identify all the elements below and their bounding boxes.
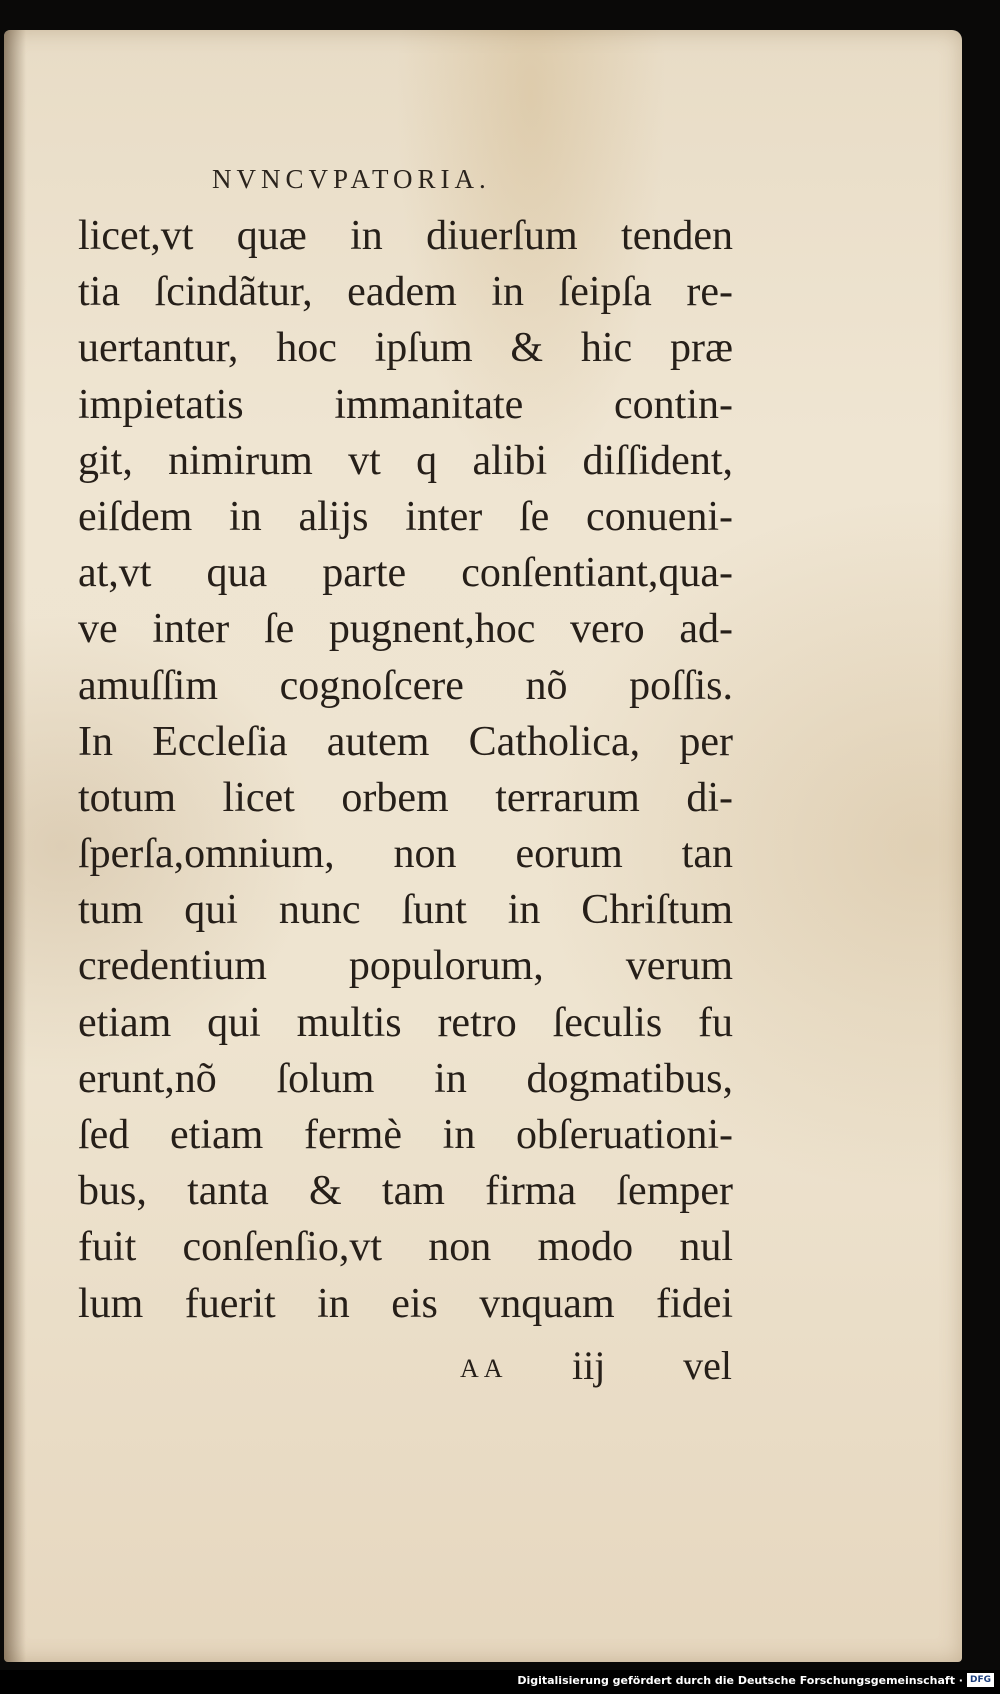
text-line: fuit conſenſio,vt non modo nul bbox=[78, 1224, 733, 1271]
signature-number: iij bbox=[572, 1343, 606, 1388]
text-line: bus, tanta & tam firma ſemper bbox=[78, 1168, 733, 1215]
text-line: licet,vt quæ in diuerſum tenden bbox=[78, 213, 733, 259]
text-line: In Eccleſia autem Catholica, per bbox=[78, 718, 733, 765]
signature-mark: AA bbox=[460, 1354, 508, 1383]
text-line: ſperſa,omnium, non eorum tan bbox=[78, 831, 733, 878]
text-line: etiam qui multis retro ſeculis fu bbox=[78, 999, 733, 1046]
credit-text: Digitalisierung gefördert durch die Deutsche Forschungsgemeinschaft · bbox=[517, 1673, 963, 1687]
text-line: amuſſim cognoſcere nõ poſſis. bbox=[78, 662, 733, 709]
text-line: lum fuerit in eis vnquam fidei bbox=[78, 1280, 733, 1327]
text-line: eiſdem in alijs inter ſe conueni- bbox=[78, 493, 733, 540]
text-line: tum qui nunc ſunt in Chriſtum bbox=[78, 887, 733, 934]
text-block bbox=[78, 208, 733, 1332]
text-line: ve inter ſe pugnent,hoc vero ad- bbox=[78, 606, 733, 653]
dfg-logo: DFG bbox=[967, 1673, 994, 1687]
text-line: credentium populorum, verum bbox=[78, 943, 733, 990]
text-line: uertantur, hoc ipſum & hic præ bbox=[78, 325, 733, 372]
text-line: impietatis immanitate contin- bbox=[78, 381, 733, 428]
text-line: at,vt qua parte conſentiant,qua- bbox=[78, 550, 733, 597]
text-line: tia ſcindãtur, eadem in ſeipſa re- bbox=[78, 269, 733, 316]
digitization-credit bbox=[517, 1673, 994, 1687]
text-line: ſed etiam fermè in obſeruationi- bbox=[78, 1112, 733, 1158]
catch-line bbox=[460, 1342, 732, 1392]
book-page bbox=[4, 30, 962, 1662]
running-head: NVNCVPATORIA. bbox=[212, 164, 491, 194]
catchword: vel bbox=[683, 1343, 732, 1388]
text-line: erunt,nõ ſolum in dogmatibus, bbox=[78, 1055, 733, 1102]
text-line: totum licet orbem terrarum di- bbox=[78, 774, 733, 821]
text-line: git, nimirum vt q alibi diſſident, bbox=[78, 437, 733, 484]
